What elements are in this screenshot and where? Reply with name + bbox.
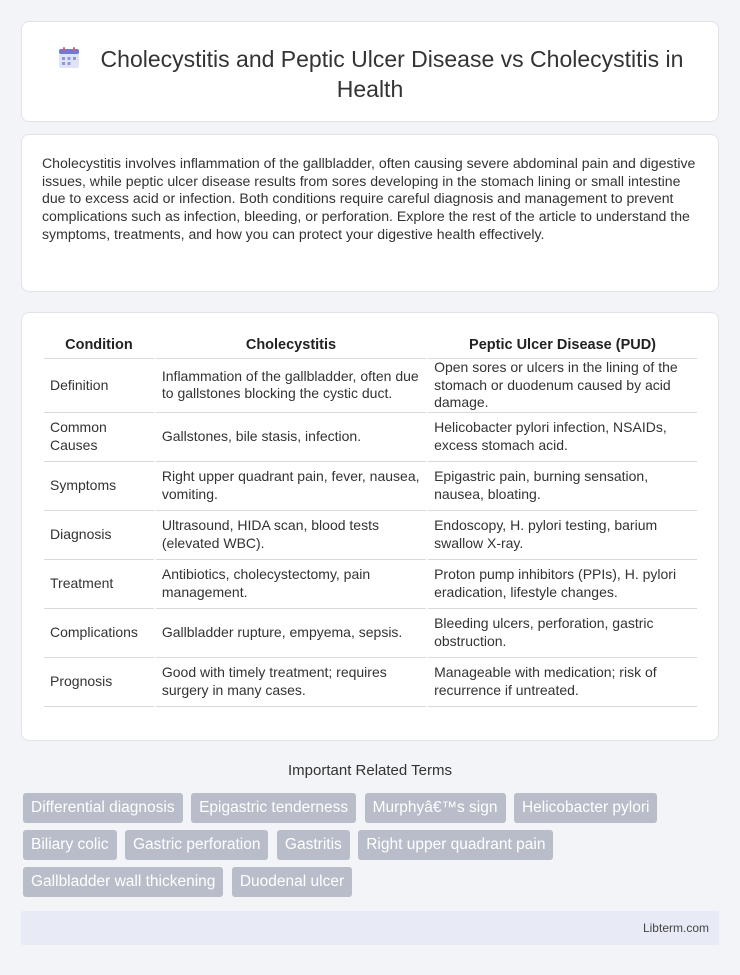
related-terms-list <box>23 793 713 904</box>
header-cholecystitis: Cholecystitis <box>156 334 426 359</box>
pud-cell: Endoscopy, H. pylori testing, barium swallow X-ray. <box>428 511 697 560</box>
cholecystitis-cell: Inflammation of the gallbladder, often due to gallstones blocking the cystic duct. <box>156 359 426 413</box>
table-row <box>44 511 697 560</box>
cholecystitis-cell: Antibiotics, cholecystectomy, pain management. <box>156 560 426 609</box>
intro-card <box>21 134 719 292</box>
pud-cell: Open sores or ulcers in the lining of the stomach or duodenum caused by acid damage. <box>428 359 697 413</box>
page-title <box>22 44 718 104</box>
comparison-table <box>42 334 699 707</box>
table-row <box>44 413 697 462</box>
intro-paragraph: Cholecystitis involves inflammation of the gallbladder, often causing severe abdominal pain and digestive issues, while peptic ulcer disease results from sores developing in the stomach lining or small intestine due to excess acid or infection. Both conditions require careful diagnosis and management to prevent complications such as infection, bleeding, or perforation. Explore the rest of the article to understand the symptoms, treatments, and how you can protect your digestive health effectively. <box>42 155 696 242</box>
related-term-tag[interactable]: Duodenal ulcer <box>232 867 352 897</box>
title-text: Cholecystitis and Peptic Ulcer Disease vs Cholecystitis in Health <box>100 46 684 102</box>
related-term-tag[interactable]: Gastric perforation <box>125 830 269 860</box>
table-row <box>44 462 697 511</box>
header-condition: Condition <box>44 334 154 359</box>
table-row <box>44 658 697 707</box>
calendar-icon <box>57 46 81 70</box>
related-terms-title: Important Related Terms <box>288 762 452 779</box>
row-label: Symptoms <box>44 462 154 511</box>
cholecystitis-cell: Ultrasound, HIDA scan, blood tests (elevated WBC). <box>156 511 426 560</box>
related-term-tag[interactable]: Gallbladder wall thickening <box>23 867 223 897</box>
pud-cell: Bleeding ulcers, perforation, gastric obstruction. <box>428 609 697 658</box>
pud-cell: Proton pump inhibitors (PPIs), H. pylori eradication, lifestyle changes. <box>428 560 697 609</box>
pud-cell: Helicobacter pylori infection, NSAIDs, excess stomach acid. <box>428 413 697 462</box>
comparison-table-card <box>21 312 719 741</box>
row-label: Common Causes <box>44 413 154 462</box>
cholecystitis-cell: Gallbladder rupture, empyema, sepsis. <box>156 609 426 658</box>
header-card <box>21 21 719 122</box>
related-term-tag[interactable]: Epigastric tenderness <box>191 793 356 823</box>
cholecystitis-cell: Good with timely treatment; requires surgery in many cases. <box>156 658 426 707</box>
related-term-tag[interactable]: Gastritis <box>277 830 350 860</box>
related-term-tag[interactable]: Helicobacter pylori <box>514 793 658 823</box>
header-pud: Peptic Ulcer Disease (PUD) <box>428 334 697 359</box>
related-term-tag[interactable]: Differential diagnosis <box>23 793 183 823</box>
related-term-tag[interactable]: Biliary colic <box>23 830 117 860</box>
table-row <box>44 359 697 413</box>
row-label: Complications <box>44 609 154 658</box>
row-label: Definition <box>44 359 154 413</box>
table-header-row <box>44 334 697 359</box>
cholecystitis-cell: Gallstones, bile stasis, infection. <box>156 413 426 462</box>
related-term-tag[interactable]: Right upper quadrant pain <box>358 830 553 860</box>
footer-site-link[interactable]: Libterm.com <box>642 921 709 935</box>
pud-cell: Epigastric pain, burning sensation, nausea, bloating. <box>428 462 697 511</box>
row-label: Diagnosis <box>44 511 154 560</box>
pud-cell: Manageable with medication; risk of recurrence if untreated. <box>428 658 697 707</box>
table-row <box>44 609 697 658</box>
footer <box>21 911 719 945</box>
row-label: Prognosis <box>44 658 154 707</box>
cholecystitis-cell: Right upper quadrant pain, fever, nausea, vomiting. <box>156 462 426 511</box>
table-row <box>44 560 697 609</box>
related-term-tag[interactable]: Murphyâ€™s sign <box>365 793 506 823</box>
row-label: Treatment <box>44 560 154 609</box>
